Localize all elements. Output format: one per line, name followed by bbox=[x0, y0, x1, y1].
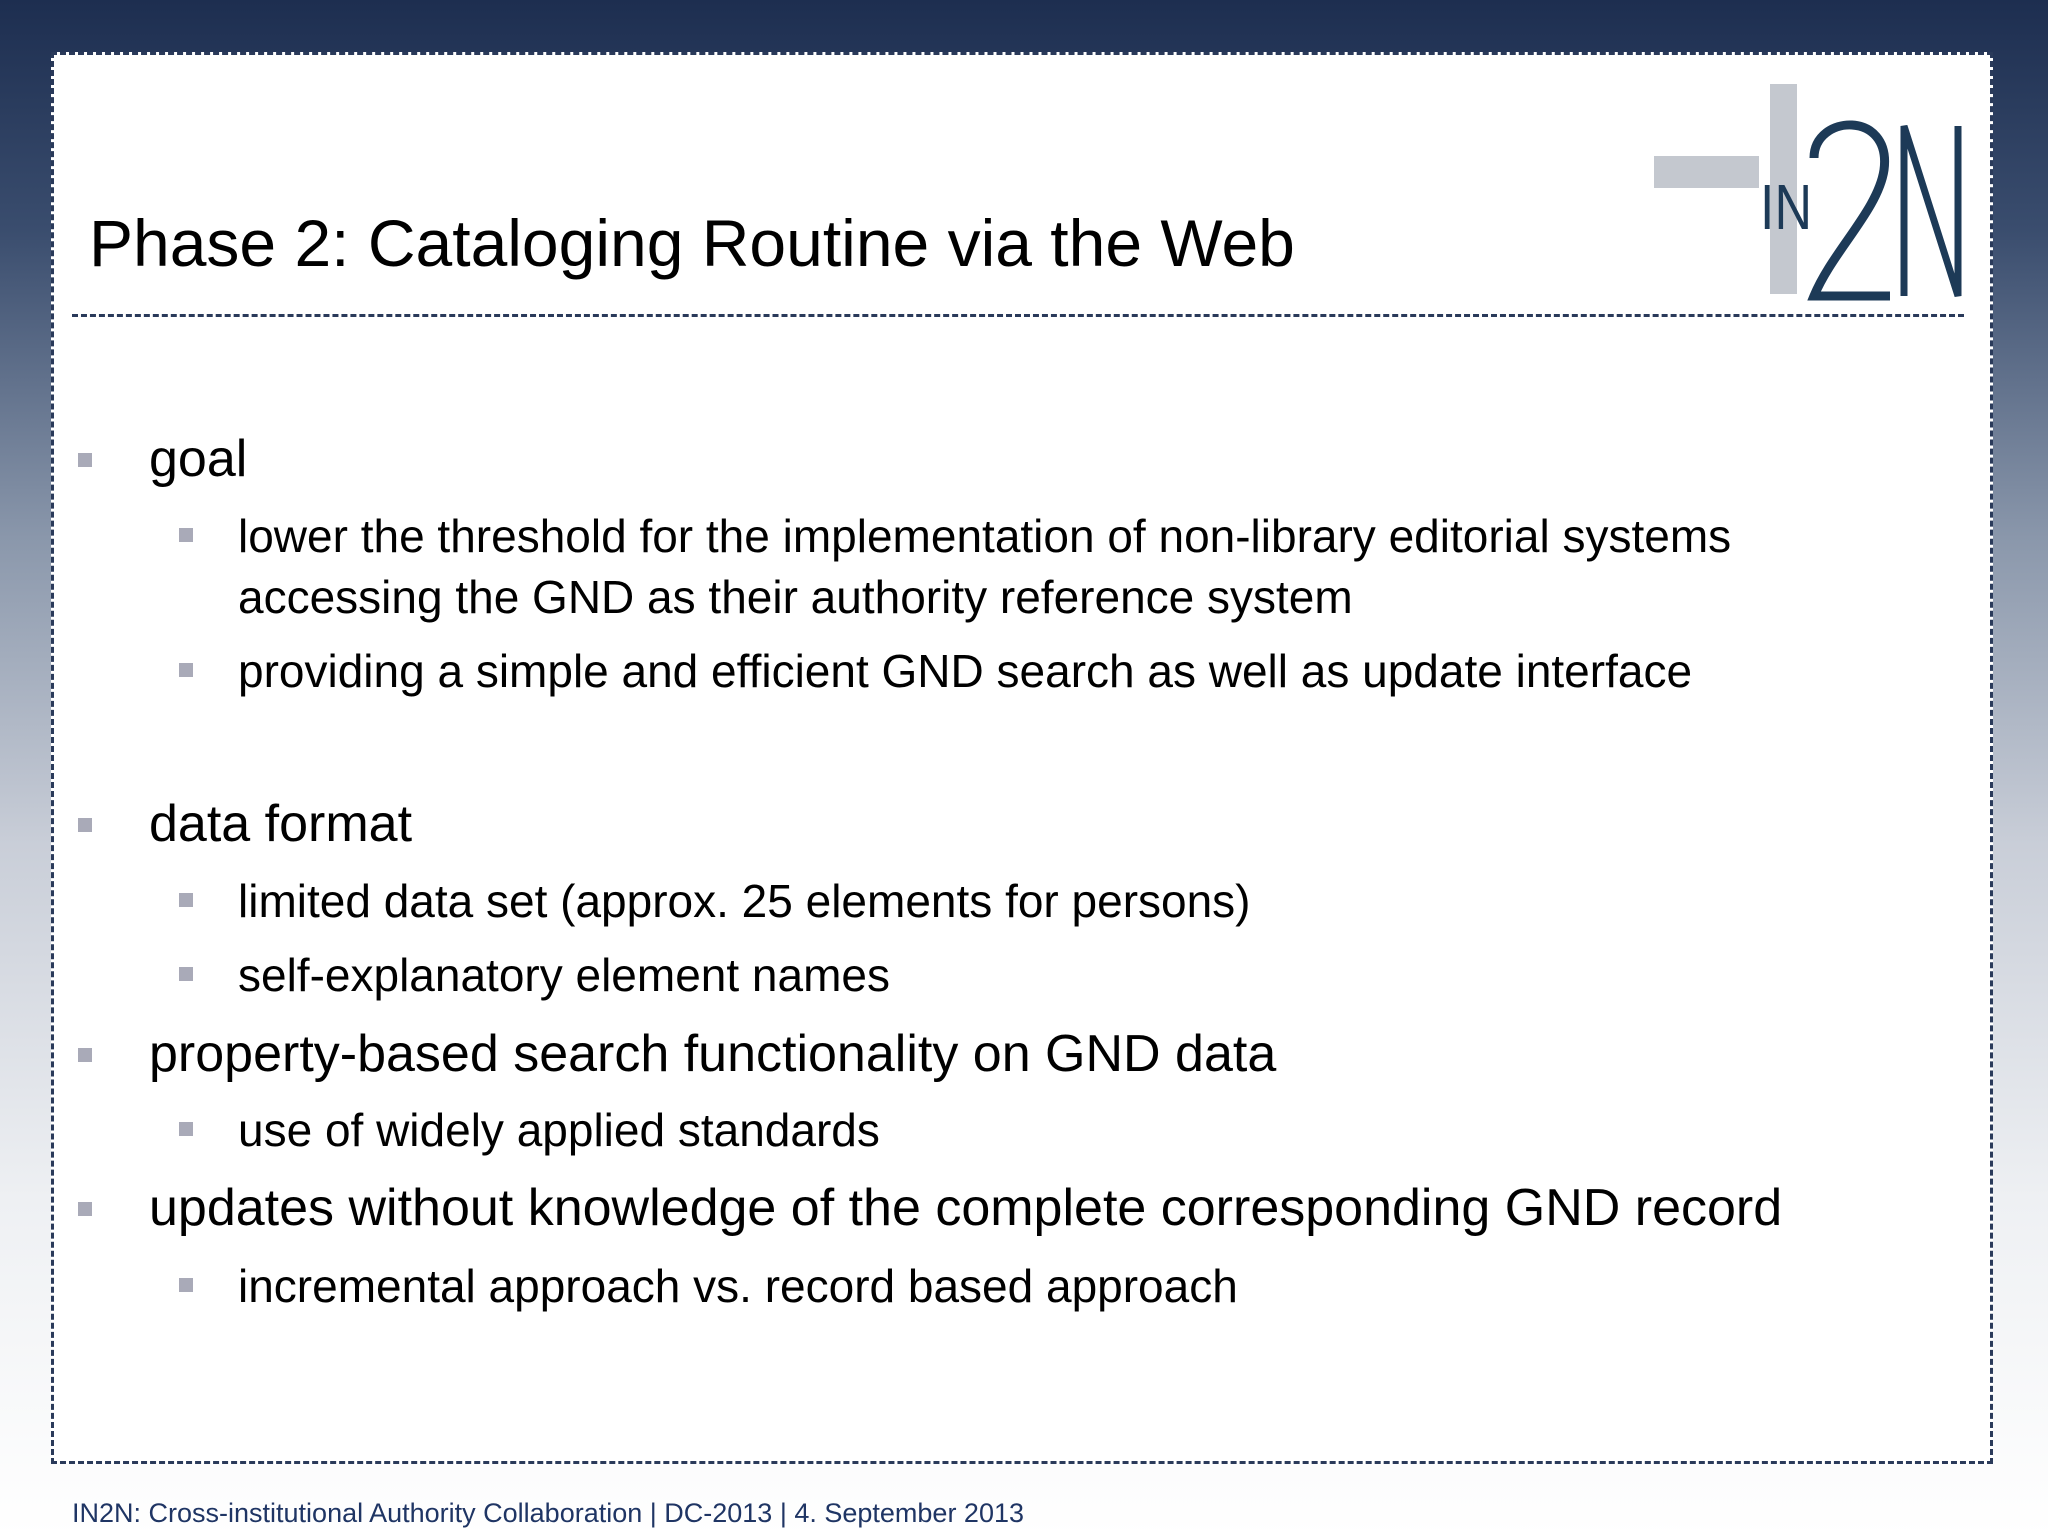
square-bullet-icon bbox=[179, 528, 193, 542]
svg-text:IN: IN bbox=[1760, 171, 1812, 243]
sub-bullet-threshold-continuation: accessing the GND as their authority reference system bbox=[238, 571, 1353, 623]
bullet-updates: updates without knowledge of the complete corresponding GND record bbox=[149, 1182, 1782, 1234]
square-bullet-icon bbox=[78, 1048, 92, 1062]
square-bullet-icon bbox=[78, 1202, 92, 1216]
square-bullet-icon bbox=[179, 967, 193, 981]
square-bullet-icon bbox=[179, 893, 193, 907]
square-bullet-icon bbox=[179, 1278, 193, 1292]
square-bullet-icon bbox=[179, 1122, 193, 1136]
sub-bullet-threshold: lower the threshold for the implementation of non-library editorial systems bbox=[238, 513, 1731, 559]
slide-footer: IN2N: Cross-institutional Authority Collaboration | DC-2013 | 4. September 2013 bbox=[72, 1498, 1025, 1528]
square-bullet-icon bbox=[78, 818, 92, 832]
square-bullet-icon bbox=[78, 453, 92, 467]
sub-bullet-limited-data: limited data set (approx. 25 elements for persons) bbox=[238, 878, 1251, 924]
sub-bullet-incremental: incremental approach vs. record based approach bbox=[238, 1263, 1238, 1309]
sub-bullet-element-names: self-explanatory element names bbox=[238, 952, 890, 998]
bullet-data-format: data format bbox=[149, 798, 412, 850]
sub-bullet-search-interface: providing a simple and efficient GND search as well as update interface bbox=[238, 648, 1692, 694]
slide-title: Phase 2: Cataloging Routine via the Web bbox=[89, 206, 1295, 280]
bullet-property-search: property-based search functionality on GND data bbox=[149, 1028, 1276, 1080]
square-bullet-icon bbox=[179, 663, 193, 677]
bullet-goal: goal bbox=[149, 433, 247, 485]
sub-bullet-standards: use of widely applied standards bbox=[238, 1107, 880, 1153]
